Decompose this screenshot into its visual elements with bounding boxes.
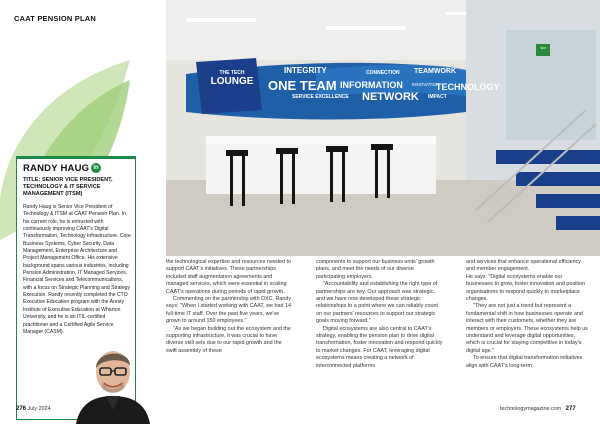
page-number-right: 277	[565, 406, 576, 412]
sign-logo	[202, 70, 262, 87]
wall-word: CONNECTION	[366, 70, 400, 76]
footer-right	[500, 406, 576, 412]
tech-lounge-illustration	[166, 0, 600, 256]
paragraph: "As we began building out the ecosystem and the supporting infrastructure, it was crucial to have diverse skill sets due to our rapid growth and the swift assembly of these	[166, 325, 291, 354]
paragraph: Commenting on the partnership with DXC, Randy says: "When I started working with CAAT, we had 14 full-time IT staff. Over the past five years, we've grown to around 150 employees."	[166, 296, 292, 325]
section-header: CAAT PENSION PLAN	[14, 14, 97, 23]
issue-date: July 2024	[27, 406, 51, 412]
profile-title-label: TITLE:	[23, 177, 41, 183]
wall-word: TECHNOLOGY	[436, 82, 500, 92]
footer-left	[16, 406, 51, 412]
paragraph: components to support our business units' growth plans, and meet the needs of our diverse participating employers.	[316, 259, 435, 280]
wall-word: IMPACT	[428, 94, 447, 100]
wall-word: INFORMATION	[340, 80, 403, 90]
headshot-illustration	[76, 336, 150, 424]
paragraph: "Accountability and establishing the right type of partnerships are key. Our approach was strategic, and we have now developed these strategic relationships to a point where we can reliably count on our partners' resources to support our strategic goals moving forward."	[316, 281, 438, 325]
article-column-3	[466, 259, 590, 370]
page-number-left: 276	[16, 406, 27, 412]
wall-word: NETWORK	[362, 91, 419, 103]
sign-logo-line1: THE TECH	[219, 70, 245, 76]
wall-word: ONE TEAM	[268, 78, 337, 93]
profile-accent-bar	[17, 157, 135, 159]
linkedin-icon[interactable]: in	[91, 163, 101, 173]
paragraph: He says: "Digital ecosystems enable our businesses to grow, foster innovation and position organisations to respond quickly to marketplace changes.	[466, 273, 585, 303]
profile-title	[23, 177, 133, 199]
wall-word: INNOVATION	[412, 82, 440, 87]
office-photo	[166, 0, 600, 256]
paragraph: To ensure that digital transformation initiatives align with CAAT's long-term	[466, 355, 583, 369]
site-link[interactable]: technologymagazine.com	[500, 406, 562, 412]
paragraph: Digital ecosystems are also central to CAAT's strategy, enabling the pension plan to drive digital transformation, foster innovation and respond quickly to market changes. For CAAT, leveraging digital ecosystems means creating a network of interconnected platforms	[316, 325, 443, 369]
headshot-photo	[76, 336, 150, 424]
wall-word: TEAMWORK	[414, 68, 456, 75]
wall-word: INTEGRITY	[284, 66, 327, 75]
profile-title-value: SENIOR VICE PRESIDENT, TECHNOLOGY & IT SERVICE MANAGEMENT (ITSM)	[23, 177, 113, 198]
article-column-1	[166, 259, 292, 355]
profile-bio: Randy Haug is Senior Vice President of Technology & ITSM at CAAT Pension Plan. In his current role, he is entrusted with continuously improving CAAT's Digital Transformation, Technology Infrastructure, Core Business Systems, Cyber Security, Data Management, Enterprise Architecture and Project Management Office. His extensive background spans various industries, including Pension Administration, IT Managed Services, Financial Services and Telecommunications, with a focus on Strategic Planning and Strategy Execution. Randy recently completed the CTO Executive Education program with the Aresty Institute of Executive Education at Wharton University, and he is an ITIL-certified practitioner and a Certified Agile Service Manager (CASM).	[23, 204, 131, 335]
paragraph: "They are not just a trend but represent a fundamental shift in how businesses operate and interact with their customers, whether they are members or employers. These ecosystems help us understand and leverage digital opportunities, which is crucial for staying competitive in today's digital age."	[466, 303, 588, 354]
exit-sign-icon: ⇦	[536, 44, 550, 54]
paragraph: and services that enhance operational efficiency and member engagement.	[466, 259, 581, 273]
paragraph: the technological expertise and resources needed to support CAAT's initiatives. These partnerships included staff augmentation agreements and managed services, which were essential in scaling CAAT's operations during periods of rapid growth.	[166, 259, 291, 295]
profile-name: RANDY HAUG	[23, 163, 90, 174]
article-column-2	[316, 259, 444, 370]
sign-logo-line2: LOUNGE	[210, 76, 254, 87]
wall-word: SERVICE EXCELLENCE	[292, 94, 349, 100]
